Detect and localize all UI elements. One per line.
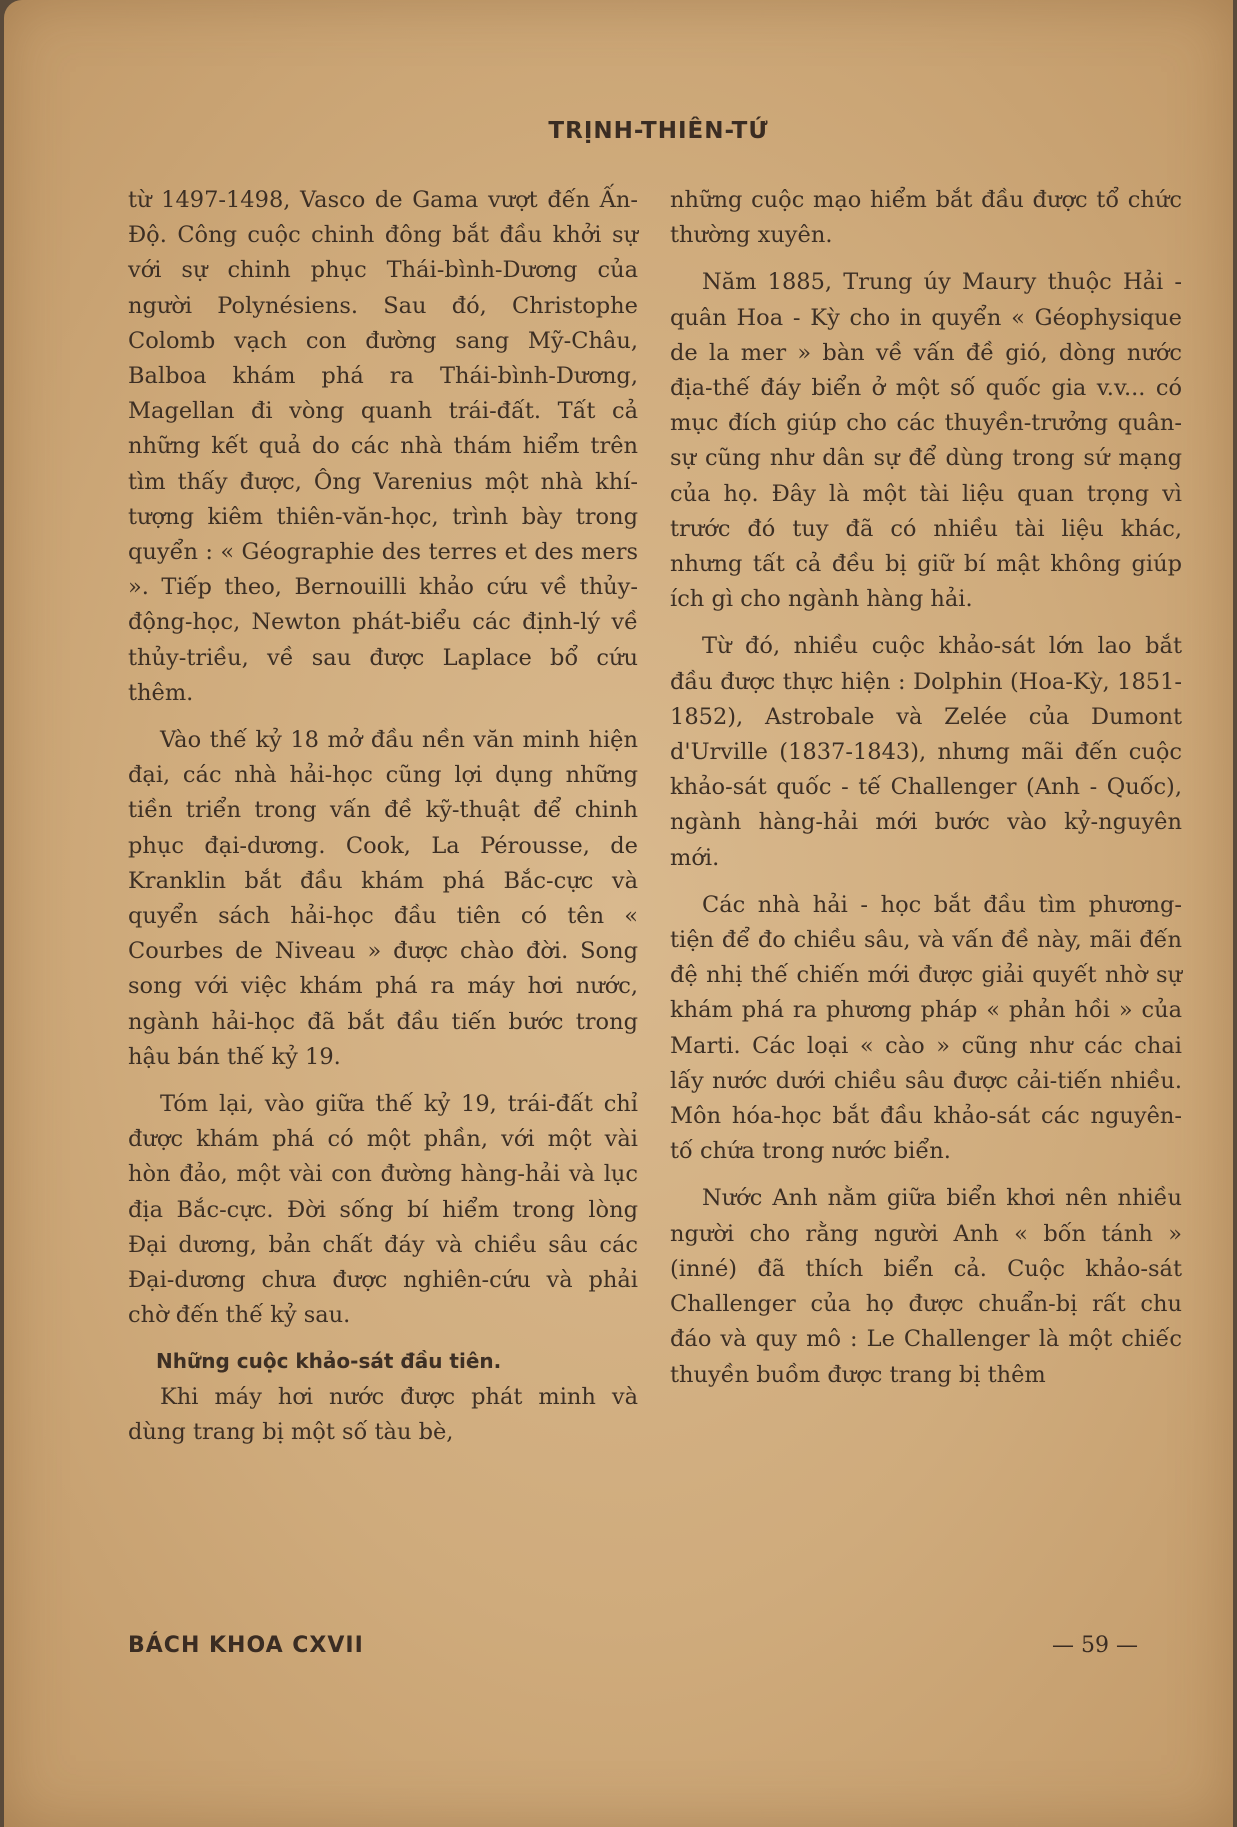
paragraph: những cuộc mạo hiểm bắt đầu được tổ chức thường xuyên. — [670, 187, 1182, 249]
section-subheading: Những cuộc khảo-sát đầu tiên. — [156, 1348, 502, 1373]
paragraph: Khi máy hơi nước được phát minh và dùng trang bị một số tàu bè, — [128, 1383, 638, 1445]
right-column — [670, 183, 1182, 1405]
paragraph: từ 1497-1498, Vasco de Gama vượt đến Ấn-Độ. Công cuộc chinh đông bắt đầu khởi sự với sự chinh phục Thái-bình-Dương của người Polynésiens. Sau đó, Christophe Colomb vạch con đường sang Mỹ-Châu, Balboa khám phá ra Thái-bình-Dương, Magellan đi vòng quanh trái-đất. Tất cả những kết quả do các nhà thám hiểm trên tìm thấy được, Ông Varenius một nhà khí-tượng kiêm thiên-văn-học, trình bày trong quyển : « Géographie des terres et des mers ». Tiếp theo, Bernouilli khảo cứu về thủy-động-học, Newton phát-biểu các định-lý về thủy-triều, về sau được Laplace bổ cứu thêm. — [128, 187, 638, 706]
paragraph: Năm 1885, Trung úy Maury thuộc Hải - quân Hoa - Kỳ cho in quyển « Géophysique de la mer » bàn về vấn đề gió, dòng nước địa-thế đáy biển ở một số quốc gia v.v... có mục đích giúp cho các thuyền-trưởng quân-sự cũng như dân sự để dùng trong sứ mạng của họ. Đây là một tài liệu quan trọng vì trước đó tuy đã có nhiều tài liệu khác, nhưng tất cả đều bị giữ bí mật không giúp ích gì cho ngành hàng hải. — [670, 269, 1182, 613]
paragraph: Nước Anh nằm giữa biển khơi nên nhiều người cho rằng người Anh « bốn tánh » (inné) đã thích biển cả. Cuộc khảo-sát Challenger của họ được chuẩn-bị rất chu đáo và quy mô : Le Challenger là một chiếc thuyền buồm được trang bị thêm — [670, 1185, 1182, 1388]
page-number: — 59 — — [1052, 1633, 1138, 1658]
paragraph: Các nhà hải - học bắt đầu tìm phương-tiện để đo chiều sâu, và vấn đề này, mãi đến đệ nhị thế chiến mới được giải quyết nhờ sự khám phá ra phương pháp « phản hồi » của Marti. Các loại « cào » cũng như các chai lấy nước dưới chiều sâu được cải-tiến nhiều. Môn hóa-học bắt đầu khảo-sát các nguyên-tố chứa trong nước biển. — [670, 891, 1182, 1165]
scanned-page — [4, 0, 1233, 1827]
left-column — [128, 183, 638, 1462]
paragraph: Từ đó, nhiều cuộc khảo-sát lớn lao bắt đầu được thực hiện : Dolphin (Hoa-Kỳ, 1851-1852), Astrobale và Zelée của Dumont d'Urville (1837-1843), nhưng mãi đến cuộc khảo-sát quốc - tế Challenger (Anh - Quốc), ngành hàng-hải mới bước vào kỷ-nguyên mới. — [670, 633, 1182, 871]
journal-name: BÁCH KHOA CXVII — [128, 1633, 364, 1658]
paragraph: Vào thế kỷ 18 mở đầu nền văn minh hiện đại, các nhà hải-học cũng lợi dụng những tiền triển trong vấn đề kỹ-thuật để chinh phục đại-dương. Cook, La Pérousse, de Kranklin bắt đầu khám phá Bắc-cực và quyển sách hải-học đầu tiên có tên « Courbes de Niveau » được chào đời. Song song với việc khám phá ra máy hơi nước, ngành hải-học đã bắt đầu tiến bước trong hậu bán thế kỷ 19. — [128, 727, 638, 1070]
paragraph: Tóm lại, vào giữa thế kỷ 19, trái-đất chỉ được khám phá có một phần, với một vài hòn đảo, một vài con đường hàng-hải và lục địa Bắc-cực. Đời sống bí hiểm trong lòng Đại dương, bản chất đáy và chiều sâu các Đại-dương chưa được nghiên-cứu và phải chờ đến thế kỷ sau. — [128, 1091, 638, 1329]
running-title: TRỊNH-THIÊN-TỨ — [548, 118, 769, 144]
